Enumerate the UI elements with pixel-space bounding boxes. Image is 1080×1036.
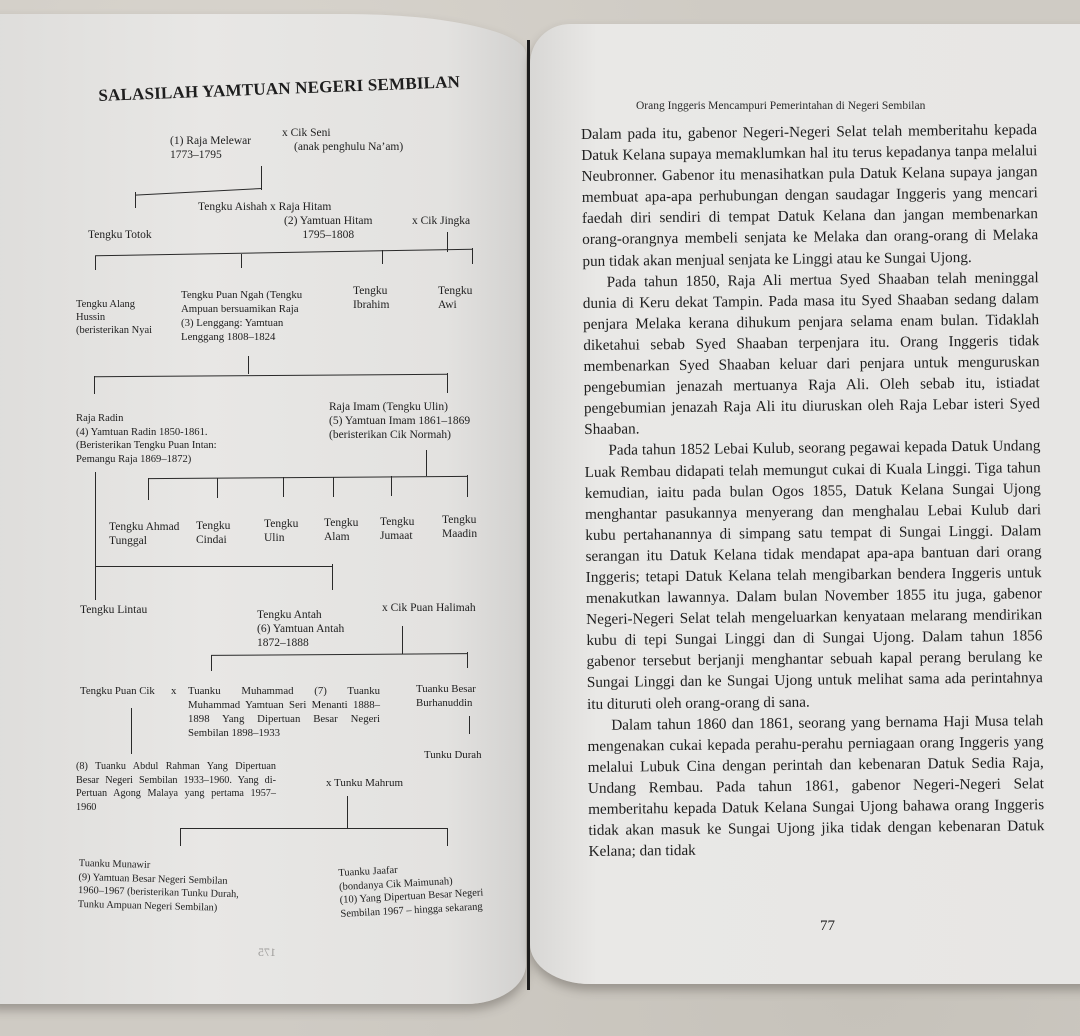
node-name: Tengku xyxy=(264,518,299,530)
tree-connector xyxy=(467,652,468,668)
tree-connector xyxy=(135,192,136,208)
tree-connector xyxy=(467,475,468,497)
paragraph: Dalam pada itu, gabenor Negeri-Negeri Selat telah memberitahu kepada Datuk Kelana supaya memaklumkan hal itu terus kepadanya tanpa melalui Neubronner. Gabenor itu menasihatkan pula Datuk Kelana supaya jangan membuat apa-apa perhubungan dengan saudagar Inggeris yang mencari faedah diri sendiri di tempat Datuk Kelana dan jangan membenarkan orang-orangnya membeli senjata ke Melaka dan orang-orang di Melaka pun tidak akan menjual senjata ke Linggi atau ke Sungai Ujong. xyxy=(581,121,1039,270)
node-cik-jingka: x Cik Jingka xyxy=(412,215,471,227)
tree-connector xyxy=(332,564,333,590)
node-name: Alam xyxy=(324,531,350,543)
node-dates: 1773–1795 xyxy=(170,149,222,161)
tree-connector xyxy=(248,356,249,374)
tree-connector xyxy=(180,828,181,846)
tree-connector xyxy=(447,373,448,393)
tree-connector xyxy=(447,828,448,846)
node-name: Raja Imam (Tengku Ulin) xyxy=(329,401,448,413)
node-name: Tuanku Besar xyxy=(416,683,476,695)
paragraph: Dalam tahun 1860 dan 1861, seorang yang bernama Haji Musa telah mengenakan cukai kepada perahu-perahu perniagaan orang Inggeris yang melalui Lubuk Cina dengan perintah dan kebenaran Datuk Sedia Raja, Undang Rembau. Pada tahun 1861, gabenor Negeri-Negeri Selat memberitahu kepada Datuk Kelana Sungai Ujong bahawa orang Inggeris tidak akan masuk ke Sungai Ujong jika tidak dengan kebenaran Datuk Kelana; dan tidak xyxy=(587,711,1045,861)
node-child-imam xyxy=(380,515,414,543)
node-child-imam xyxy=(324,516,358,544)
tree-connector xyxy=(426,450,427,476)
node-name: Tuanku Munawir xyxy=(78,857,151,871)
node-cik-seni xyxy=(282,126,403,154)
tree-connector xyxy=(180,828,448,829)
node-name: (1) Raja Melewar xyxy=(170,135,252,147)
node-child-imam xyxy=(264,517,298,545)
node-tengku-totok: Tengku Totok xyxy=(88,229,152,241)
node-child-imam xyxy=(109,520,179,548)
node-name: (2) Yamtuan Hitam xyxy=(284,215,373,227)
node-note: (bondanya Cik Maimunah) xyxy=(338,875,453,893)
tree-connector xyxy=(382,250,383,264)
bleed-through-page-number: 175 xyxy=(258,945,276,959)
tree-connector xyxy=(217,478,218,498)
left-page xyxy=(0,14,526,1004)
tree-connector xyxy=(211,655,212,671)
tree-connector xyxy=(283,477,284,497)
node-name: Tunggal xyxy=(109,535,147,547)
node-title: (6) Yamtuan Antah xyxy=(257,623,345,635)
family-tree-title: SALASILAH YAMTUAN NEGERI SEMBILAN xyxy=(98,72,461,105)
node-name: Tengku Alang xyxy=(76,299,136,310)
node-cik-puan-halimah: x Cik Puan Halimah xyxy=(382,602,476,614)
node-note: Tunku Ampuan Negeri Sembilan) xyxy=(77,898,218,914)
page-number: 77 xyxy=(820,918,835,934)
node-name: Tengku xyxy=(196,520,231,532)
body-text xyxy=(581,119,1045,862)
node-raja-melewar xyxy=(170,134,251,162)
node-tengku-puan-ngah xyxy=(181,288,302,344)
tree-connector xyxy=(261,166,262,190)
node-note: (beristerikan Nyai xyxy=(76,325,153,336)
node-name: Tengku xyxy=(438,285,473,297)
node-tuanku-munawir xyxy=(78,857,240,915)
node-line: Lenggang 1808–1824 xyxy=(181,331,276,343)
tree-connector xyxy=(241,254,242,268)
tree-connector xyxy=(472,248,473,264)
node-tuanku-muhammad: Tuanku Muhammad (7) Tuanku Muhammad Yamtuan Seri Menanti 1888–1898 Yang Dipertuan Besar Negeri Sembilan 1898–1933 xyxy=(188,685,380,739)
node-title: (5) Yamtuan Imam 1861–1869 xyxy=(329,415,471,427)
node-name: Tuanku Jaafar xyxy=(338,864,398,879)
node-name: Ibrahim xyxy=(353,299,390,311)
paragraph: Pada tahun 1852 Lebai Kulub, seorang pegawai kepada Datuk Undang Luak Rembau didapati telah memungut cukai di Kuala Linggi. Tiga tahun kemudian, iaitu pada bulan Ogos 1855, Datuk Kelana Sungai Ujong menghantar pasukannya menyerang dan menghalau Lebai Kulub dari kubu pertahanannya di simpang satu tempat di Sungai Linggi. Dalam serangan itu Datuk Kelana tidak mendapat apa-apa bantuan dari orang Inggeris; tetapi Datuk Kelana telah mengibarkan bendera Inggeris untuk menakutkan lawannya. Dalam bulan November 1855 itu juga, gabenor Negeri-Negeri Selat telah mengeluarkan kenyataan melarang mendirikan kubu di tepi Sungai Linggi dan di Sungai Ujong. Dalam tahun 1856 gabenor tersebut berjanji menghantar sebuah kapal perang berulang ke Sungai Linggi dan ke Sungai Ujong untuk melihat sama ada perintahnya itu dituruti oleh orang-orang di sana. xyxy=(584,437,1043,713)
tree-connector xyxy=(469,716,470,734)
node-tengku-awi xyxy=(438,284,472,312)
node-tunku-mahrum: x Tunku Mahrum xyxy=(326,777,404,789)
node-name: Tengku Antah xyxy=(257,609,322,621)
node-name: Tengku xyxy=(380,516,415,528)
node-tengku-lintau: Tengku Lintau xyxy=(80,604,148,616)
tree-connector xyxy=(94,376,95,394)
node-note: 1960–1967 (beristerikan Tunku Durah, xyxy=(77,884,239,901)
book-spine xyxy=(527,40,530,990)
paragraph: Pada tahun 1850, Raja Ali mertua Syed Shaaban telah meninggal dunia di Keru dekat Tampin. Pada masa itu Syed Shaaban sedang dalam penjara Melaka kerana dihukum penjara selama enam bulan. Tidaklah diketahui sebab Syed Shaaban terpenjara itu. Orang Inggeris tidak membenarkan Syed Shaaban keluar dari penjara untuk menguruskan pengebumian jenazah mertuanya Raja Ali. Oleh sebab itu, istiadat pengebumian jenazah Raja Ali itu diuruskan oleh Raja Lebar isteri Syed Shaaban. xyxy=(582,268,1041,439)
node-name: Tengku Ahmad xyxy=(109,521,180,533)
node-name: x Cik Seni xyxy=(282,127,331,139)
node-title: (10) Yang Dipertuan Besar Negeri xyxy=(339,887,484,906)
node-raja-radin xyxy=(76,412,217,466)
node-dates: 1795–1808 xyxy=(302,229,355,241)
node-tuanku-burhanuddin xyxy=(416,682,476,710)
tree-connector xyxy=(148,478,149,500)
node-name: Burhanuddin xyxy=(416,697,473,709)
node-tunku-durah: Tunku Durah xyxy=(424,749,482,761)
tree-connector xyxy=(95,256,96,270)
node-tengku-ibrahim xyxy=(353,284,389,312)
node-name: Jumaat xyxy=(380,530,413,542)
node-raja-imam xyxy=(329,400,470,442)
node-line: Tengku Puan Ngah (Tengku xyxy=(181,289,303,301)
node-title: (9) Yamtuan Besar Negeri Sembilan xyxy=(78,871,228,887)
node-tengku-antah xyxy=(257,608,344,650)
node-name: Tengku xyxy=(353,285,388,297)
node-name: Ulin xyxy=(264,532,285,544)
node-note: (anak penghulu Na’am) xyxy=(294,141,404,153)
node-tuanku-jaafar xyxy=(338,859,484,920)
tree-connector xyxy=(391,476,392,496)
node-child-imam xyxy=(196,519,230,547)
tree-connector xyxy=(96,566,332,567)
marriage-marker: x xyxy=(171,685,177,697)
node-yamtuan-hitam xyxy=(284,214,372,242)
node-name: Raja Radin xyxy=(76,413,124,424)
node-tuanku-abdul-rahman: (8) Tuanku Abdul Rahman Yang Dipertuan Besar Negeri Sembilan 1933–1960. Yang di-Pertuan Agong Malaya yang pertama 1957–1960 xyxy=(76,761,276,813)
node-child-imam xyxy=(442,513,477,541)
node-dates: 1872–1888 xyxy=(257,637,309,649)
node-note: (beristerikan Cik Normah) xyxy=(329,429,451,441)
node-tengku-aishah: Tengku Aishah x Raja Hitam xyxy=(198,201,332,213)
node-name: Tengku xyxy=(442,514,477,526)
node-tengku-alang xyxy=(76,298,152,337)
tree-connector xyxy=(131,708,132,754)
node-note: Pemangu Raja 1869–1872) xyxy=(76,453,192,465)
node-title: (4) Yamtuan Radin 1850-1861. xyxy=(76,426,208,438)
tree-connector xyxy=(95,472,96,600)
node-line: Ampuan bersuamikan Raja xyxy=(181,303,299,315)
node-name: Maadin xyxy=(442,528,478,540)
node-dates: Sembilan 1967 – hingga sekarang xyxy=(340,900,483,920)
node-name: Awi xyxy=(438,299,457,311)
node-line: (3) Lenggang: Yamtuan xyxy=(181,317,284,329)
node-name: Tengku xyxy=(324,517,359,529)
running-head: Orang Inggeris Mencampuri Pemerintahan di Negeri Sembilan xyxy=(636,100,926,112)
tree-connector xyxy=(333,477,334,497)
tree-connector xyxy=(402,626,403,654)
tree-connector xyxy=(347,796,348,828)
node-name: Cindai xyxy=(196,534,227,546)
node-name: Hussin xyxy=(76,312,106,323)
node-tengku-puan-cik: Tengku Puan Cik xyxy=(80,685,155,697)
node-note: (Beristerikan Tengku Puan Intan: xyxy=(76,440,217,451)
